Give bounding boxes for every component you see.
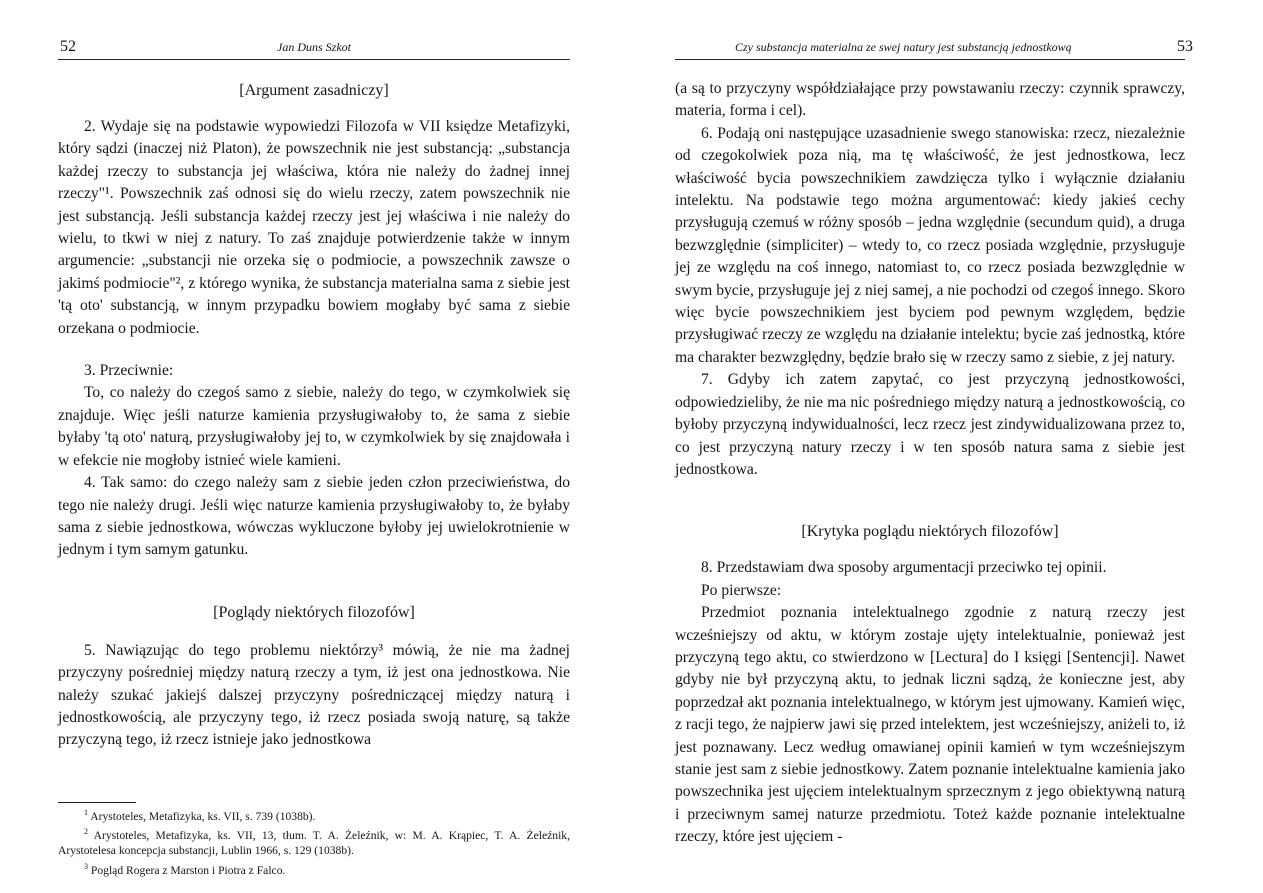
paragraph-8-body: Przedmiot poznania intelektualnego zgodnie z naturą rzeczy jest wcześniejszy od aktu, w którym zostaje ujęty intelektualnie, ponieważ jest przyczyną tego aktu, co stwierdzono w [Lectura] do I księgi [Sentencji]. Nawet gdyby nie był przyczyną aktu, to jednak liczni sądzą, że konieczne jest, aby poprzedzał akt poznania intelektualnego, w którym jest ujmowany. Kamień więc, z racji tego, że najpierw jawi się przed intelektem, jest wcześniejszy, aniżeli to, iż jest poznawany. Lecz według omawianej opinii kamień w tym wcześniejszym stanie jest sam z siebie jednostkowy. Zatem poznanie intelektualne kamienia jako powszechnika jest ujęciem intelektualnym sprzecznym z jego obiektywną naturą i przeciwnym samej naturze przedmiotu. Toteż każde poznanie intelektualne rzeczy, które jest ujęciem - [675, 604, 1185, 846]
right-running-header [675, 37, 1193, 60]
footnote-3: $^3$ Pogląd Rogera z Marston i Piotra z Falco. [84, 861, 286, 877]
right-page-number: 53 [1177, 38, 1193, 55]
footnote-2: $^2$ Arystoteles, Metafizyka, ks. VII, 13, tłum. T. A. Żeleźnik, w: M. A. Krąpiec, T. A. Żeleźnik, Arystotelesa koncepcja substancji, Lublin 1966, s. 129 (1038b). [58, 827, 571, 858]
footnote-rule [58, 802, 136, 803]
section-heading-critique: [Krytyka poglądu niektórych filozofów] [801, 523, 1059, 541]
paragraph-5: 5. Nawiązując do tego problemu niektórzy³ mówią, że nie ma żadnej przyczyny pośredniej między naturą rzeczy a tym, iż jest ona jednostkowa. Nie należy szukać jakiejś dalszej przyczyny pośredniczącej między naturą i jednostkowością, ale przyczyny tego, iż rzecz posiada swoją naturę, są także przyczyną tego, iż rzecz istnieje jako jednostkowa [58, 641, 570, 749]
left-page [58, 0, 570, 878]
paragraph-8-first: Po pierwsze: [701, 581, 782, 599]
left-running-header [58, 37, 570, 60]
left-running-title: Jan Duns Szkot [277, 40, 351, 54]
paragraph-7: 7. Gdyby ich zatem zapytać, co jest przyczyną jednostkowości, odpowiedzieliby, że nie ma nic pośredniego między naturą a jednostkowością, co byłoby przyczyną indywidualności, lecz rzecz jest zindywidualizowana przez to, co jest przyczyną natury rzeczy i w ten sposób natura sama z siebie jest jednostkowa. [675, 371, 1185, 478]
paragraph-4: 4. Tak samo: do czego należy sam z siebie jeden człon przeciwieństwa, do tego nie należy drugi. Jeśli więc naturze kamienia przysługiwałoby to, że byłaby sama z siebie jednostkowa, wówczas wykluczone byłoby jej uwielokrotnienie w jednym i tym samym gatunku. [58, 474, 570, 559]
paragraph-3-title: 3. Przeciwnie: [84, 362, 174, 380]
right-running-title: Czy substancja materialna ze swej natury jest substancją jednostkową [735, 40, 1072, 54]
paragraph-2: 2. Wydaje się na podstawie wypowiedzi Filozofa w VII księdze Metafizyki, który sądzi (inaczej niż Platon), że powszechnik nie jest substancją: „substancja każdej rzeczy to substancja jej właściwa, która nie należy do żadnej innej rzeczy"¹. Powszechnik zaś odnosi się do wielu rzeczy, zatem powszechnik nie jest substancją. Jeśli substancja każdej rzeczy jest jej właściwa i nie należy do wielu, to tkwi w niej z natury. To zaś znajduje potwierdzenie także w innym argumencie: „substancji nie orzeka się o podmiocie, a powszechnik zawsze o jakimś podmiocie"², z którego wynika, że substancja materialna sama z siebie jest 'tą oto' substancją, w innym przypadku bowiem mogłaby być sama z siebie orzekana o podmiocie. [58, 118, 570, 337]
footnote-1: $^1$ Arystoteles, Metafizyka, ks. VII, s. 739 (1038b). [84, 807, 316, 823]
right-page [675, 0, 1193, 849]
section-heading-views: [Poglądy niektórych filozofów] [213, 603, 415, 621]
left-page-number: 52 [60, 38, 76, 55]
paragraph-3: To, co należy do czegoś samo z siebie, należy do tego, w czymkolwiek się znajduje. Więc jeśli naturze kamienia przysługiwałoby to, że sama z siebie byłaby 'tą oto' naturą, przysługiwałoby jej to, w czymkolwiek by się znajdowała i w efekcie nie mogłoby istnieć wiele kamieni. [58, 384, 570, 469]
paragraph-continuation: (a są to przyczyny współdziałające przy powstawaniu rzeczy: czynnik sprawczy, materia, forma i cel). [675, 80, 1185, 120]
section-heading-argument: [Argument zasadniczy] [239, 82, 389, 99]
paragraph-8: 8. Przedstawiam dwa sposoby argumentacji przeciwko tej opinii. [701, 559, 1107, 577]
paragraph-6: 6. Podają oni następujące uzasadnienie swego stanowiska: rzecz, niezależnie od czegokolwiek poza nią, ma tę właściwość, że jest jednostkowa, lecz właściwość bycia powszechnikiem zawdzięcza tylko i wyłącznie działaniu intelektu. Na podstawie tego można argumentować: kiedy jakieś cechy przysługują czemuś w różny sposób – jedna względnie (secundum quid), a druga bezwzględnie (simpliciter) – wtedy to, co rzecz posiada względnie, przysługuje jej ze względu na coś innego, natomiast to, co rzecz posiada bezwzględnie w swym bycie, przysługuje jej z niej samej, a nie pochodzi od czegoś innego. Skoro więc bycie powszechnikiem jest byciem pod pewnym względem, będzie przysługiwać rzeczy ze względu na działanie intelektu; bycie zaś jednostką, które ma charakter bezwzględny, będzie brało się w rzeczy samo z siebie, z jej natury. [675, 124, 1185, 366]
